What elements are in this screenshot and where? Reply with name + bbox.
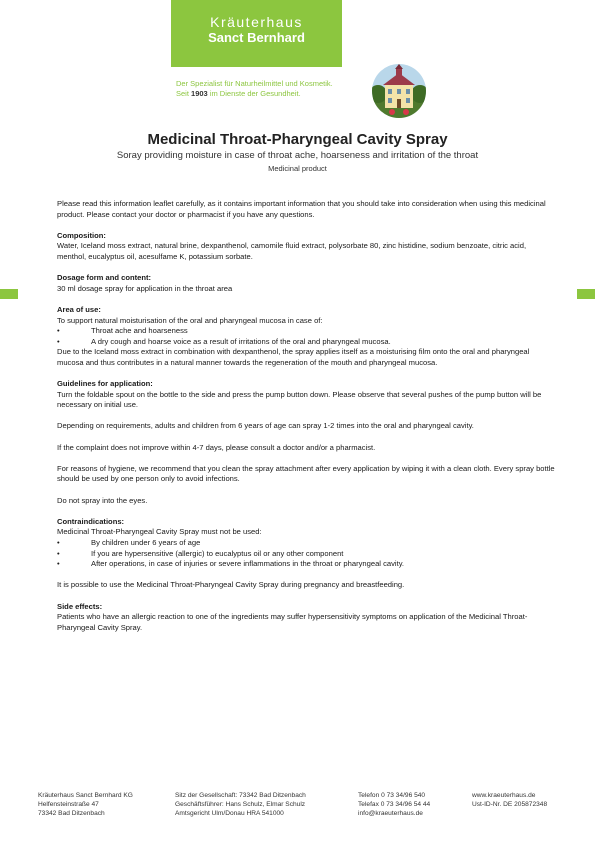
contraindications-heading: Contraindications: bbox=[57, 516, 125, 526]
footer-line: Amtsgericht Ulm/Donau HRA 541000 bbox=[175, 810, 284, 817]
side-effects-heading: Side effects: bbox=[57, 601, 103, 611]
guidelines-heading: Guidelines for application: bbox=[57, 379, 153, 389]
list-item: • Throat ache and hoarseness bbox=[57, 326, 188, 336]
tagline bbox=[176, 79, 366, 99]
dosage-text: 30 ml dosage spray for application in the throat area bbox=[57, 283, 233, 293]
building-photo bbox=[372, 64, 426, 118]
area-text: Due to the Iceland moss extract in combination with dexpanthenol, the spray applies itself as a moisturising film onto the oral and pharyngeal mucosa and thus contributes in a natural manner towards the regeneration of the mouth and pharyngeal mucosa. bbox=[57, 347, 530, 367]
pregnancy-text: It is possible to use the Medicinal Throat-Pharyngeal Cavity Spray during pregnancy and breastfeeding. bbox=[57, 580, 405, 590]
composition-text: Water, Iceland moss extract, natural brine, dexpanthenol, camomile fluid extract, polysorbate 80, zinc histidine, sodium benzoate, citric acid, menthol, eucalyptus oil, acesulfame K, potassium sorbate. bbox=[57, 241, 527, 261]
footer-fax: Telefax 0 73 34/96 54 44 bbox=[358, 801, 431, 808]
logo-line-2: Sanct Bernhard bbox=[208, 30, 305, 45]
footer-contact bbox=[358, 791, 430, 818]
contraindications-intro: Medicinal Throat-Pharyngeal Cavity Spray must not be used: bbox=[57, 527, 262, 537]
logo-line-1: Kräuterhaus bbox=[210, 14, 303, 30]
tagline-line-2 bbox=[176, 89, 366, 99]
brand-logo bbox=[171, 0, 342, 67]
side-effects-text: Patients who have an allergic reaction to one of the ingredients may suffer hypersensitivity symptoms on application of the Medicinal Throat- Pharyngeal Cavity Spray. bbox=[57, 612, 528, 632]
document-subtitle: Soray providing moisture in case of throat ache, hoarseness and irritation of the throat bbox=[116, 150, 479, 161]
footer-line: Helfensteinstraße 47 bbox=[38, 801, 99, 808]
footer-registry bbox=[175, 791, 306, 818]
footer-phone: Telefon 0 73 34/96 540 bbox=[358, 792, 426, 799]
footer-vat-id: Ust-ID-Nr. DE 205872348 bbox=[472, 801, 548, 808]
area-heading: Area of use: bbox=[57, 304, 101, 314]
tagline-suffix: im Dienste der Gesundheit. bbox=[209, 89, 301, 98]
leaflet-body bbox=[57, 199, 557, 633]
guidelines-p3: If the complaint does not improve within 4-7 days, please consult a doctor and/or a pharmacist. bbox=[57, 442, 376, 452]
composition-heading: Composition: bbox=[57, 230, 106, 240]
list-item: • By children under 6 years of age bbox=[57, 538, 201, 547]
right-margin-mark bbox=[577, 289, 595, 299]
tagline-line-1: Der Spezialist für Naturheilmittel und Kosmetik. bbox=[176, 79, 333, 88]
footer-line: Geschäftsführer: Hans Schulz, Elmar Schulz bbox=[175, 801, 306, 808]
tagline-prefix: Seit bbox=[176, 89, 189, 98]
footer-line: 73342 Bad Ditzenbach bbox=[38, 810, 105, 817]
footer-line: Kräuterhaus Sanct Bernhard KG bbox=[38, 792, 133, 799]
guidelines-p5: Do not spray into the eyes. bbox=[57, 495, 148, 505]
tagline-year: 1903 bbox=[191, 89, 208, 98]
footer-email[interactable]: info@kraeuterhaus.de bbox=[358, 810, 423, 817]
list-item: • A dry cough and hoarse voice as a result of irritations of the oral and pharyngeal mucosa. bbox=[57, 336, 391, 346]
dosage-heading: Dosage form and content: bbox=[57, 273, 152, 283]
footer-line: Sitz der Gesellschaft: 73342 Bad Ditzenbach bbox=[175, 792, 306, 799]
document-title: Medicinal Throat-Pharyngeal Cavity Spray bbox=[147, 131, 448, 148]
footer-website-link[interactable]: www.kraeuterhaus.de bbox=[472, 792, 536, 799]
footer-company bbox=[38, 791, 133, 818]
guidelines-p2: Depending on requirements, adults and children from 6 years of age can spray 1-2 times into the oral and pharyngeal cavity. bbox=[57, 421, 474, 431]
list-item: • After operations, in case of injuries or severe inflammations in the throat or pharyngeal cavity. bbox=[57, 559, 405, 569]
area-intro: To support natural moisturisation of the oral and pharyngeal mucosa in case of: bbox=[57, 315, 323, 325]
guidelines-p4: For reasons of hygiene, we recommend that you clean the spray attachment after every application by wiping it with a clean cloth. Every spray bottle should be used by one person only to avoid infections. bbox=[57, 463, 555, 484]
list-item: • If you are hypersensitive (allergic) to eucalyptus oil or any other component bbox=[57, 548, 344, 558]
product-type: Medicinal product bbox=[268, 164, 327, 173]
intro-text: Please read this information leaflet carefully, as it contains important information that you should take into consideration when using this medicinal product. Please contact your doctor or pharmacist if you have any questions. bbox=[57, 199, 546, 219]
footer-web bbox=[472, 791, 547, 809]
guidelines-p1: Turn the foldable spout on the bottle to the side and press the pump button down. Please observe that several pushes of the pump button will be necessary on initial use. bbox=[57, 389, 542, 410]
left-margin-mark bbox=[0, 289, 18, 299]
